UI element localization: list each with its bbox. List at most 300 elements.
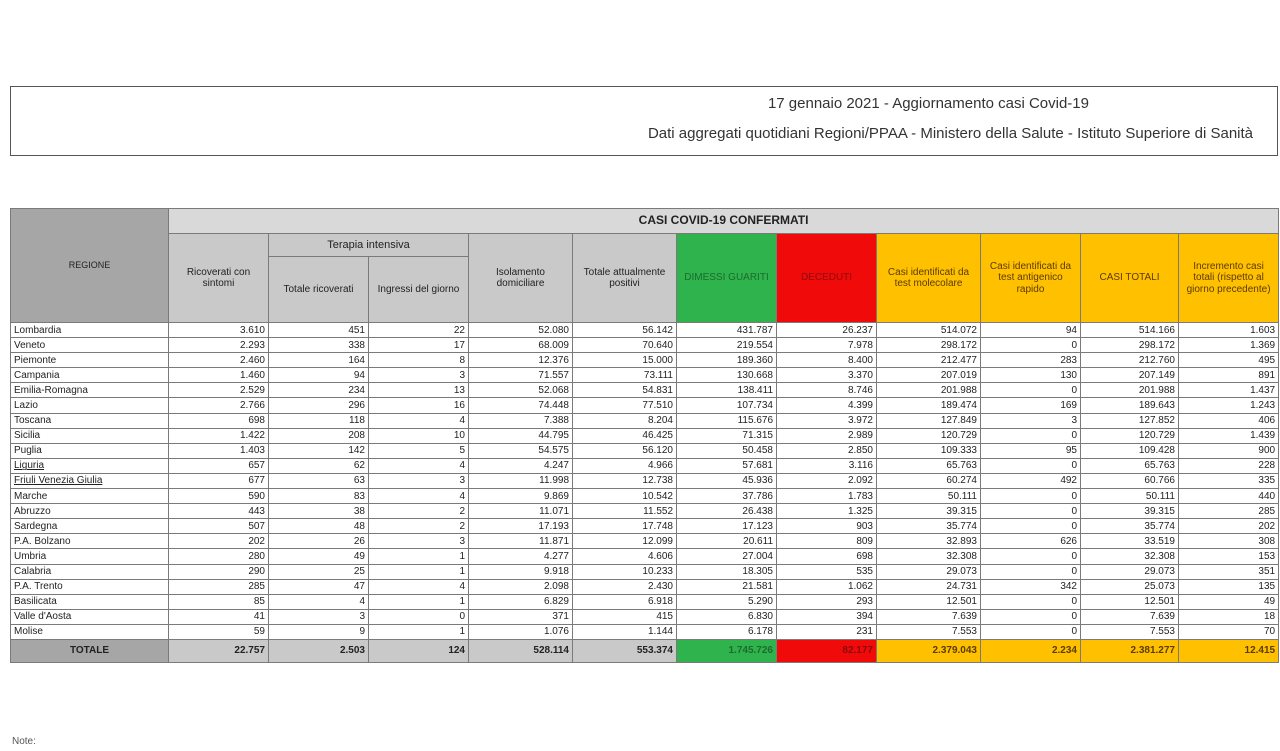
region-name-cell: Puglia bbox=[11, 443, 169, 458]
table-cell: 0 bbox=[981, 504, 1081, 519]
table-cell: 127.852 bbox=[1081, 413, 1179, 428]
table-cell: 9 bbox=[269, 624, 369, 639]
table-cell: 0 bbox=[981, 624, 1081, 639]
table-cell: 153 bbox=[1179, 549, 1279, 564]
region-column-header: REGIONE bbox=[11, 209, 169, 323]
col-header-home-isolation: Isolamento domiciliare bbox=[469, 234, 573, 323]
intensive-care-group-header: Terapia intensiva bbox=[269, 234, 469, 257]
table-cell: 63 bbox=[269, 473, 369, 488]
table-cell: 6.829 bbox=[469, 594, 573, 609]
table-cell: 3.972 bbox=[777, 413, 877, 428]
table-cell: 351 bbox=[1179, 564, 1279, 579]
table-cell: 130 bbox=[981, 368, 1081, 383]
table-cell: 2.989 bbox=[777, 428, 877, 443]
table-cell: 3 bbox=[369, 534, 469, 549]
table-cell: 10.233 bbox=[573, 564, 677, 579]
table-cell: 4.606 bbox=[573, 549, 677, 564]
table-cell: 120.729 bbox=[1081, 428, 1179, 443]
table-cell: 12.099 bbox=[573, 534, 677, 549]
table-cell: 115.676 bbox=[677, 413, 777, 428]
table-cell: 3 bbox=[369, 368, 469, 383]
table-cell: 0 bbox=[981, 519, 1081, 534]
table-cell: 50.111 bbox=[1081, 489, 1179, 504]
table-cell: 280 bbox=[169, 549, 269, 564]
total-cell: 2.381.277 bbox=[1081, 639, 1179, 662]
table-cell: 54.831 bbox=[573, 383, 677, 398]
report-header bbox=[10, 86, 1278, 156]
table-cell: 1.439 bbox=[1179, 428, 1279, 443]
table-cell: 8.204 bbox=[573, 413, 677, 428]
table-cell: 17.123 bbox=[677, 519, 777, 534]
table-cell: 18.305 bbox=[677, 564, 777, 579]
covid-cases-table bbox=[10, 208, 1279, 663]
table-cell: 18 bbox=[1179, 609, 1279, 624]
table-cell: 135 bbox=[1179, 579, 1279, 594]
region-name-cell: Campania bbox=[11, 368, 169, 383]
table-cell: 38 bbox=[269, 504, 369, 519]
table-cell: 11.998 bbox=[469, 473, 573, 488]
table-cell: 1.243 bbox=[1179, 398, 1279, 413]
table-cell: 47 bbox=[269, 579, 369, 594]
total-cell: 2.234 bbox=[981, 639, 1081, 662]
table-cell: 13 bbox=[369, 383, 469, 398]
table-row bbox=[11, 323, 1279, 338]
table-cell: 49 bbox=[1179, 594, 1279, 609]
table-cell: 207.149 bbox=[1081, 368, 1179, 383]
table-cell: 2.766 bbox=[169, 398, 269, 413]
table-row bbox=[11, 579, 1279, 594]
table-cell: 2.092 bbox=[777, 473, 877, 488]
table-cell: 443 bbox=[169, 504, 269, 519]
table-cell: 26.438 bbox=[677, 504, 777, 519]
table-cell: 127.849 bbox=[877, 413, 981, 428]
total-cell: 553.374 bbox=[573, 639, 677, 662]
table-cell: 49 bbox=[269, 549, 369, 564]
table-cell: 698 bbox=[777, 549, 877, 564]
table-cell: 94 bbox=[981, 323, 1081, 338]
col-header-total-cases: CASI TOTALI bbox=[1081, 234, 1179, 323]
table-cell: 201.988 bbox=[877, 383, 981, 398]
region-name-cell: Veneto bbox=[11, 338, 169, 353]
table-cell: 1 bbox=[369, 624, 469, 639]
table-cell: 70.640 bbox=[573, 338, 677, 353]
table-cell: 41 bbox=[169, 609, 269, 624]
col-header-daily-increase: Incremento casi totali (rispetto al giorno precedente) bbox=[1179, 234, 1279, 323]
table-row bbox=[11, 458, 1279, 473]
region-name-cell: P.A. Bolzano bbox=[11, 534, 169, 549]
table-cell: 431.787 bbox=[677, 323, 777, 338]
table-cell: 219.554 bbox=[677, 338, 777, 353]
table-cell: 298.172 bbox=[877, 338, 981, 353]
table-cell: 2 bbox=[369, 504, 469, 519]
table-cell: 231 bbox=[777, 624, 877, 639]
table-cell: 495 bbox=[1179, 353, 1279, 368]
table-cell: 57.681 bbox=[677, 458, 777, 473]
table-cell: 4.247 bbox=[469, 458, 573, 473]
table-cell: 9.918 bbox=[469, 564, 573, 579]
table-cell: 85 bbox=[169, 594, 269, 609]
table-cell: 109.428 bbox=[1081, 443, 1179, 458]
table-cell: 5.290 bbox=[677, 594, 777, 609]
table-row bbox=[11, 564, 1279, 579]
table-cell: 1.603 bbox=[1179, 323, 1279, 338]
table-cell: 1.325 bbox=[777, 504, 877, 519]
table-cell: 7.553 bbox=[1081, 624, 1179, 639]
table-cell: 0 bbox=[981, 428, 1081, 443]
table-cell: 4.399 bbox=[777, 398, 877, 413]
table-cell: 338 bbox=[269, 338, 369, 353]
table-cell: 52.068 bbox=[469, 383, 573, 398]
table-cell: 4.277 bbox=[469, 549, 573, 564]
table-cell: 8 bbox=[369, 353, 469, 368]
region-name-cell: Emilia-Romagna bbox=[11, 383, 169, 398]
table-cell: 70 bbox=[1179, 624, 1279, 639]
table-cell: 77.510 bbox=[573, 398, 677, 413]
table-cell: 169 bbox=[981, 398, 1081, 413]
table-cell: 415 bbox=[573, 609, 677, 624]
table-row bbox=[11, 549, 1279, 564]
table-cell: 12.501 bbox=[877, 594, 981, 609]
table-cell: 32.308 bbox=[877, 549, 981, 564]
col-header-intensive-new: Ingressi del giorno bbox=[369, 257, 469, 323]
table-row bbox=[11, 609, 1279, 624]
table-cell: 1 bbox=[369, 549, 469, 564]
table-cell: 4 bbox=[369, 413, 469, 428]
table-cell: 0 bbox=[981, 549, 1081, 564]
table-cell: 29.073 bbox=[1081, 564, 1179, 579]
col-header-molecular-cases: Casi identificati da test molecolare bbox=[877, 234, 981, 323]
region-name-cell: P.A. Trento bbox=[11, 579, 169, 594]
table-cell: 3.370 bbox=[777, 368, 877, 383]
table-cell: 39.315 bbox=[1081, 504, 1179, 519]
table-cell: 32.308 bbox=[1081, 549, 1179, 564]
table-cell: 120.729 bbox=[877, 428, 981, 443]
table-cell: 60.274 bbox=[877, 473, 981, 488]
table-cell: 68.009 bbox=[469, 338, 573, 353]
table-cell: 4 bbox=[369, 489, 469, 504]
total-cell: 82.177 bbox=[777, 639, 877, 662]
table-row bbox=[11, 519, 1279, 534]
table-cell: 2.460 bbox=[169, 353, 269, 368]
table-cell: 0 bbox=[981, 594, 1081, 609]
table-cell: 29.073 bbox=[877, 564, 981, 579]
table-cell: 130.668 bbox=[677, 368, 777, 383]
table-cell: 1 bbox=[369, 564, 469, 579]
table-cell: 2.850 bbox=[777, 443, 877, 458]
table-cell: 65.763 bbox=[1081, 458, 1179, 473]
table-cell: 0 bbox=[981, 338, 1081, 353]
table-row bbox=[11, 534, 1279, 549]
table-cell: 590 bbox=[169, 489, 269, 504]
table-cell: 27.004 bbox=[677, 549, 777, 564]
region-name-cell: Basilicata bbox=[11, 594, 169, 609]
table-cell: 74.448 bbox=[469, 398, 573, 413]
table-cell: 4 bbox=[369, 458, 469, 473]
table-cell: 48 bbox=[269, 519, 369, 534]
table-cell: 46.425 bbox=[573, 428, 677, 443]
total-cell: 124 bbox=[369, 639, 469, 662]
table-cell: 22 bbox=[369, 323, 469, 338]
region-name-cell: Abruzzo bbox=[11, 504, 169, 519]
region-name-cell: Liguria bbox=[11, 458, 169, 473]
table-cell: 0 bbox=[981, 609, 1081, 624]
table-cell: 12.501 bbox=[1081, 594, 1179, 609]
table-cell: 59 bbox=[169, 624, 269, 639]
table-cell: 1.783 bbox=[777, 489, 877, 504]
table-cell: 44.795 bbox=[469, 428, 573, 443]
table-row bbox=[11, 473, 1279, 488]
table-cell: 201.988 bbox=[1081, 383, 1179, 398]
table-cell: 212.477 bbox=[877, 353, 981, 368]
table-cell: 45.936 bbox=[677, 473, 777, 488]
table-row bbox=[11, 398, 1279, 413]
table-cell: 626 bbox=[981, 534, 1081, 549]
table-cell: 6.918 bbox=[573, 594, 677, 609]
table-cell: 514.072 bbox=[877, 323, 981, 338]
table-cell: 94 bbox=[269, 368, 369, 383]
table-cell: 891 bbox=[1179, 368, 1279, 383]
col-header-antigen-cases: Casi identificati da test antigenico rapido bbox=[981, 234, 1081, 323]
total-label: TOTALE bbox=[11, 639, 169, 662]
table-cell: 2.529 bbox=[169, 383, 269, 398]
table-cell: 677 bbox=[169, 473, 269, 488]
table-cell: 54.575 bbox=[469, 443, 573, 458]
report-title: 17 gennaio 2021 - Aggiornamento casi Covid-19 bbox=[767, 95, 1089, 112]
table-cell: 1.422 bbox=[169, 428, 269, 443]
table-cell: 62 bbox=[269, 458, 369, 473]
table-cell: 3 bbox=[981, 413, 1081, 428]
table-cell: 16 bbox=[369, 398, 469, 413]
table-cell: 212.760 bbox=[1081, 353, 1179, 368]
table-cell: 3.116 bbox=[777, 458, 877, 473]
table-cell: 142 bbox=[269, 443, 369, 458]
table-cell: 903 bbox=[777, 519, 877, 534]
table-row bbox=[11, 338, 1279, 353]
table-cell: 285 bbox=[1179, 504, 1279, 519]
table-cell: 189.360 bbox=[677, 353, 777, 368]
table-cell: 6.830 bbox=[677, 609, 777, 624]
table-cell: 514.166 bbox=[1081, 323, 1179, 338]
table-cell: 12.738 bbox=[573, 473, 677, 488]
table-cell: 7.388 bbox=[469, 413, 573, 428]
total-cell: 1.745.726 bbox=[677, 639, 777, 662]
table-row bbox=[11, 353, 1279, 368]
region-name-cell: Umbria bbox=[11, 549, 169, 564]
table-cell: 2 bbox=[369, 519, 469, 534]
table-row bbox=[11, 624, 1279, 639]
table-row bbox=[11, 489, 1279, 504]
table-cell: 1.076 bbox=[469, 624, 573, 639]
table-cell: 1.460 bbox=[169, 368, 269, 383]
table-cell: 73.111 bbox=[573, 368, 677, 383]
region-name-cell: Marche bbox=[11, 489, 169, 504]
table-cell: 71.315 bbox=[677, 428, 777, 443]
table-cell: 293 bbox=[777, 594, 877, 609]
table-cell: 17 bbox=[369, 338, 469, 353]
table-cell: 95 bbox=[981, 443, 1081, 458]
region-name-cell: Piemonte bbox=[11, 353, 169, 368]
table-cell: 1 bbox=[369, 594, 469, 609]
table-cell: 164 bbox=[269, 353, 369, 368]
table-cell: 11.071 bbox=[469, 504, 573, 519]
table-cell: 107.734 bbox=[677, 398, 777, 413]
table-cell: 138.411 bbox=[677, 383, 777, 398]
total-cell: 528.114 bbox=[469, 639, 573, 662]
table-cell: 20.611 bbox=[677, 534, 777, 549]
region-name-cell: Friuli Venezia Giulia bbox=[11, 473, 169, 488]
table-cell: 12.376 bbox=[469, 353, 573, 368]
table-row bbox=[11, 383, 1279, 398]
table-cell: 207.019 bbox=[877, 368, 981, 383]
table-cell: 189.643 bbox=[1081, 398, 1179, 413]
col-header-recovered: DIMESSI GUARITI bbox=[677, 234, 777, 323]
table-cell: 8.400 bbox=[777, 353, 877, 368]
table-cell: 335 bbox=[1179, 473, 1279, 488]
table-cell: 657 bbox=[169, 458, 269, 473]
table-cell: 298.172 bbox=[1081, 338, 1179, 353]
table-cell: 10 bbox=[369, 428, 469, 443]
table-cell: 10.542 bbox=[573, 489, 677, 504]
table-cell: 535 bbox=[777, 564, 877, 579]
table-cell: 0 bbox=[981, 458, 1081, 473]
notes-label: Note: bbox=[12, 736, 36, 747]
region-name-cell: Sicilia bbox=[11, 428, 169, 443]
table-cell: 451 bbox=[269, 323, 369, 338]
table-cell: 7.639 bbox=[877, 609, 981, 624]
table-cell: 56.142 bbox=[573, 323, 677, 338]
table-cell: 208 bbox=[269, 428, 369, 443]
table-cell: 0 bbox=[369, 609, 469, 624]
table-cell: 2.098 bbox=[469, 579, 573, 594]
table-cell: 5 bbox=[369, 443, 469, 458]
table-cell: 65.763 bbox=[877, 458, 981, 473]
table-cell: 35.774 bbox=[1081, 519, 1179, 534]
table-cell: 118 bbox=[269, 413, 369, 428]
table-cell: 283 bbox=[981, 353, 1081, 368]
table-cell: 71.557 bbox=[469, 368, 573, 383]
table-cell: 7.553 bbox=[877, 624, 981, 639]
table-cell: 394 bbox=[777, 609, 877, 624]
table-cell: 109.333 bbox=[877, 443, 981, 458]
table-cell: 1.062 bbox=[777, 579, 877, 594]
table-cell: 8.746 bbox=[777, 383, 877, 398]
report-subtitle: Dati aggregati quotidiani Regioni/PPAA - Ministero della Salute - Istituto Superiore di Sanità bbox=[647, 125, 1253, 142]
confirmed-cases-group-header: CASI COVID-19 CONFERMATI bbox=[169, 209, 1279, 234]
table-cell: 2.293 bbox=[169, 338, 269, 353]
total-row bbox=[11, 639, 1279, 662]
table-cell: 0 bbox=[981, 383, 1081, 398]
table-cell: 0 bbox=[981, 564, 1081, 579]
table-cell: 406 bbox=[1179, 413, 1279, 428]
table-cell: 4 bbox=[369, 579, 469, 594]
table-cell: 3 bbox=[369, 473, 469, 488]
total-cell: 2.379.043 bbox=[877, 639, 981, 662]
table-cell: 1.403 bbox=[169, 443, 269, 458]
region-name-cell: Valle d'Aosta bbox=[11, 609, 169, 624]
table-cell: 7.978 bbox=[777, 338, 877, 353]
table-cell: 15.000 bbox=[573, 353, 677, 368]
col-header-hospitalized: Ricoverati con sintomi bbox=[169, 234, 269, 323]
table-cell: 83 bbox=[269, 489, 369, 504]
table-row bbox=[11, 428, 1279, 443]
total-cell: 2.503 bbox=[269, 639, 369, 662]
table-cell: 11.871 bbox=[469, 534, 573, 549]
table-cell: 7.639 bbox=[1081, 609, 1179, 624]
table-row bbox=[11, 413, 1279, 428]
table-cell: 4.966 bbox=[573, 458, 677, 473]
table-row bbox=[11, 443, 1279, 458]
table-cell: 37.786 bbox=[677, 489, 777, 504]
table-cell: 228 bbox=[1179, 458, 1279, 473]
table-cell: 24.731 bbox=[877, 579, 981, 594]
table-cell: 900 bbox=[1179, 443, 1279, 458]
table-cell: 32.893 bbox=[877, 534, 981, 549]
table-cell: 2.430 bbox=[573, 579, 677, 594]
table-cell: 308 bbox=[1179, 534, 1279, 549]
table-cell: 17.748 bbox=[573, 519, 677, 534]
table-cell: 1.144 bbox=[573, 624, 677, 639]
table-cell: 4 bbox=[269, 594, 369, 609]
table-cell: 52.080 bbox=[469, 323, 573, 338]
table-cell: 25 bbox=[269, 564, 369, 579]
table-cell: 6.178 bbox=[677, 624, 777, 639]
table-cell: 25.073 bbox=[1081, 579, 1179, 594]
table-cell: 371 bbox=[469, 609, 573, 624]
table-cell: 50.111 bbox=[877, 489, 981, 504]
total-cell: 12.415 bbox=[1179, 639, 1279, 662]
table-cell: 3.610 bbox=[169, 323, 269, 338]
table-cell: 202 bbox=[169, 534, 269, 549]
col-header-deceased: DECEDUTI bbox=[777, 234, 877, 323]
table-cell: 0 bbox=[981, 489, 1081, 504]
table-cell: 809 bbox=[777, 534, 877, 549]
total-cell: 22.757 bbox=[169, 639, 269, 662]
table-cell: 202 bbox=[1179, 519, 1279, 534]
region-name-cell: Lombardia bbox=[11, 323, 169, 338]
table-cell: 50.458 bbox=[677, 443, 777, 458]
table-cell: 1.437 bbox=[1179, 383, 1279, 398]
table-cell: 17.193 bbox=[469, 519, 573, 534]
col-header-intensive-total: Totale ricoverati bbox=[269, 257, 369, 323]
region-name-cell: Calabria bbox=[11, 564, 169, 579]
table-row bbox=[11, 594, 1279, 609]
table-cell: 507 bbox=[169, 519, 269, 534]
table-cell: 21.581 bbox=[677, 579, 777, 594]
table-cell: 26.237 bbox=[777, 323, 877, 338]
region-name-cell: Toscana bbox=[11, 413, 169, 428]
region-name-cell: Molise bbox=[11, 624, 169, 639]
table-cell: 39.315 bbox=[877, 504, 981, 519]
table-cell: 290 bbox=[169, 564, 269, 579]
region-name-cell: Lazio bbox=[11, 398, 169, 413]
table-cell: 296 bbox=[269, 398, 369, 413]
table-cell: 1.369 bbox=[1179, 338, 1279, 353]
table-cell: 698 bbox=[169, 413, 269, 428]
region-name-cell: Sardegna bbox=[11, 519, 169, 534]
table-cell: 3 bbox=[269, 609, 369, 624]
table-cell: 11.552 bbox=[573, 504, 677, 519]
table-row bbox=[11, 504, 1279, 519]
col-header-currently-positive: Totale attualmente positivi bbox=[573, 234, 677, 323]
table-cell: 189.474 bbox=[877, 398, 981, 413]
table-cell: 342 bbox=[981, 579, 1081, 594]
table-cell: 35.774 bbox=[877, 519, 981, 534]
table-cell: 234 bbox=[269, 383, 369, 398]
table-cell: 440 bbox=[1179, 489, 1279, 504]
table-cell: 285 bbox=[169, 579, 269, 594]
table-cell: 492 bbox=[981, 473, 1081, 488]
table-row bbox=[11, 368, 1279, 383]
